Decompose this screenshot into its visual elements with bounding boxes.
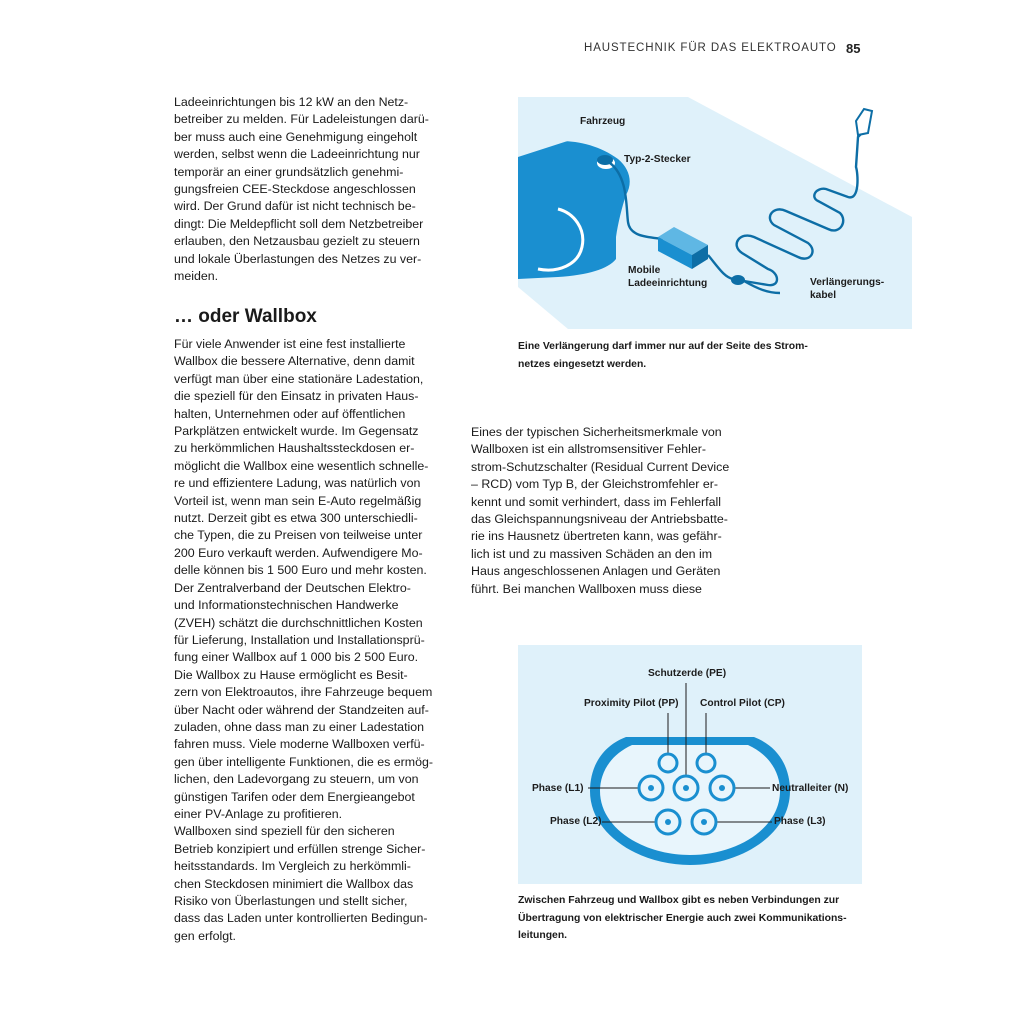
paragraph-meldepflicht: Ladeeinrichtungen bis 12 kW an den Netz- betreiber zu melden. Für Ladeleistungen darü- ber muss auch eine Genehmigung eingeholt werden, selbst wenn die Ladeeinrichtung nur temporär an einer grundsätzlich genehmi- gungsfreien CEE-Steckdose angeschlossen wird. Der Grund dafür ist nicht technisch be- dingt: Die Meldepflicht soll dem Netzbetreiber erlauben, den Netzausbau gezielt zu steuern und lokale Überlastungen des Netzes zu ver- meiden. [174, 95, 429, 284]
label-l1: Phase (L1) [532, 783, 584, 794]
label-vehicle: Fahrzeug [580, 116, 626, 127]
figure-charging-setup [518, 97, 912, 329]
label-extension-cable: Verlängerungs- kabel [810, 277, 885, 301]
label-l3: Phase (L3) [774, 816, 826, 827]
label-cp: Control Pilot (CP) [700, 698, 785, 709]
label-type2-plug: Typ-2-Stecker [624, 154, 691, 165]
figure-type2-pinout [518, 645, 862, 884]
label-mobile-charger: Mobile Ladeeinrichtung [628, 265, 708, 289]
pin-cp [697, 754, 715, 772]
pin-pp [659, 754, 677, 772]
type2-connector-diagram [518, 645, 862, 884]
paragraph-wallbox: Für viele Anwender ist eine fest installierte Wallbox die bessere Alternative, denn damit verfügt man über eine stationäre Ladestation, die speziell für den Einsatz in privaten Haus- halten, Unternehmen oder auf öffentlichen Parkplätzen entwickelt wurde. Im Gegensatz zu herkömmlichen Haushaltssteckdosen er- möglicht die Wallbox eine wesentlich schnelle- re und effizientere Ladung, was natürlich von Vorteil ist, wenn man sein E-Auto regelmäßig nutzt. Derzeit gibt es etwa 300 unterschiedli- che Typen, die zu Preisen von teilweise unter 200 Euro verkauft werden. Aufwendigere Mo- delle können bis 1 500 Euro und mehr kosten. Der Zentralverband der Deutschen Elektro- und Informationstechnischen Handwerke (ZVEH) schätzt die durchschnittlichen Kosten für Lieferung, Installation und Installationsprü- fung einer Wallbox auf 1 000 bis 2 500 Euro. Die Wallbox zu Hause ermöglicht es Besit- zern von Elektroautos, ihre Fahrzeuge bequem über Nacht oder während der Standzeiten auf- zuladen, ohne dass man zu einer Ladestation fahren muss. Viele moderne Wallboxen verfü- gen über intelligente Funktionen, die es ermög- lichen, den Ladevorgang zu steuern, um von günstigen Tarifen oder dem Energieangebot einer PV-Anlage zu profitieren. Wallboxen sind speziell für den sicheren Betrieb konzipiert und erfüllen strenge Sicher- heitsstandards. Im Vergleich zu herkömmli- chen Steckdosen minimiert die Wallbox das Risiko von Überlastungen und stellt sicher, dass das Laden unter kontrollierten Bedingun- gen erfolgt. [174, 337, 433, 943]
section-heading: … oder Wallbox [174, 306, 317, 327]
label-pp: Proximity Pilot (PP) [584, 698, 679, 709]
running-header: HAUSTECHNIK FÜR DAS ELEKTROAUTO [584, 42, 837, 54]
car-shape [518, 123, 630, 279]
page-number: 85 [846, 41, 861, 56]
label-n: Neutralleiter (N) [772, 783, 849, 794]
coupling-connector [731, 275, 745, 285]
label-pe: Schutzerde (PE) [648, 668, 727, 679]
paragraph-rcd: Eines der typischen Sicherheitsmerkmale von Wallboxen ist ein allstromsensitiver Fehler- strom-Schutzschalter (Residual Current Device – RCD) vom Typ B, der Gleichstromfehler er- kennt und somit verhindert, dass im Fehlerfall das Gleichspannungsniveau der Antriebsbatte- rie ins Hausnetz übertreten kann, was gefähr- lich ist und zu massiven Schäden an den im Haus angeschlossenen Anlagen und Geräten führt. Bei manchen Wallboxen muss diese [471, 425, 730, 596]
figure1-caption: Eine Verlängerung darf immer nur auf der Seite des Strom- netzes eingesetzt werden. [518, 341, 808, 370]
label-l2: Phase (L2) [550, 816, 602, 827]
figure2-caption: Zwischen Fahrzeug und Wallbox gibt es neben Verbindungen zur Übertragung von elektrischer Energie auch zwei Kommunikations- leitungen. [518, 895, 847, 942]
